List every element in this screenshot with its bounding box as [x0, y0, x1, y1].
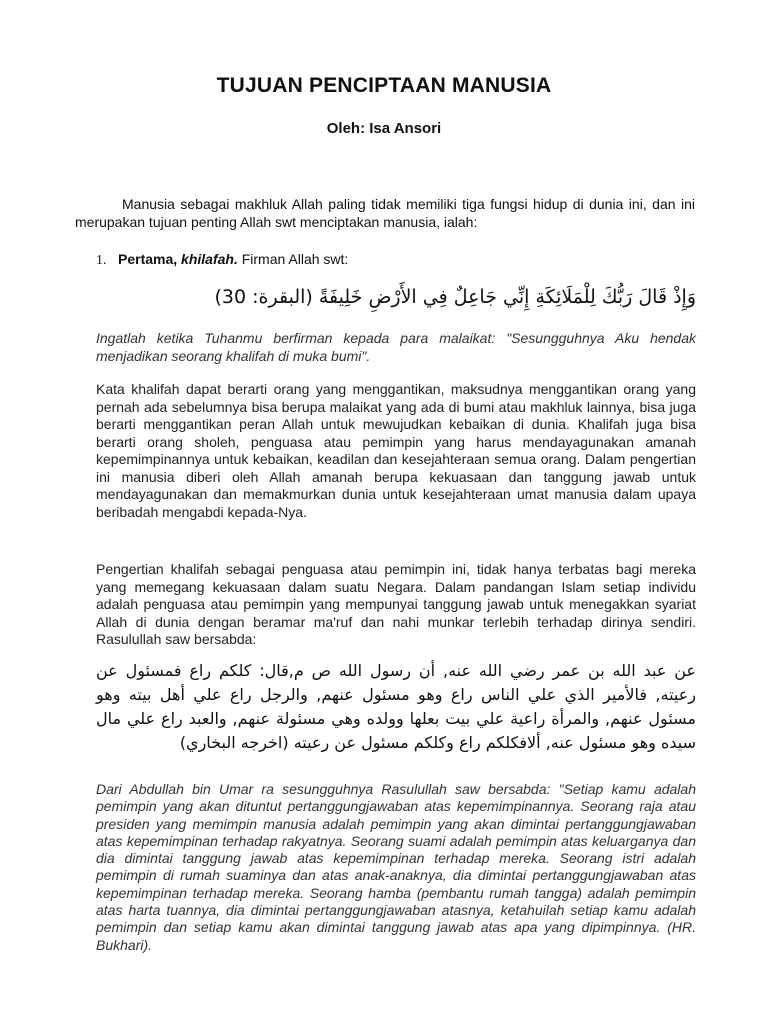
list-number: 1.: [96, 253, 107, 268]
point-label: Pertama,: [118, 251, 182, 267]
arabic-ayat: وَإِذْ قَالَ رَبُّكَ لِلْمَلَائِكَةِ إِنِّي جَاعِلٌ فِي الأَرْضِ خَلِيفَةً (البقرة: 30): [214, 286, 696, 308]
point-rest: Firman Allah swt:: [237, 251, 349, 267]
intro-paragraph: [75, 195, 695, 231]
document-title: TUJUAN PENCIPTAAN MANUSIA: [216, 74, 552, 97]
paragraph-khalifah: Kata khalifah dapat berarti orang yang menggantikan, maksudnya menggantikan orang yang pernah ada sebelumnya bisa berupa malaikat yang ada di bumi atau makhluk lainnya, bisa juga berarti menggantikan peran Allah untuk mewujudkan kebaikan di dunia. Khalifah juga bisa berarti orang sholeh, penguasa atau pemimpin yang harus mendayagunakan amanah kepemimpinannya untuk kebaikan, keadilan dan kesejahteraan semua orang. Dalam pengertian ini manusia diberi oleh Allah amanah berupa kekuasaan dan tanggung jawab untuk mendayagunakan dan memakmurkan dunia untuk kesejahteraan umat manusia dalam upaya beribadah mengabdi kepada-Nya.: [96, 381, 696, 520]
point-term: khilafah.: [181, 251, 238, 267]
paragraph-pemimpin: Pengertian khalifah sebagai penguasa atau pemimpin ini, tidak hanya terbatas bagi mereka yang memegang kekuasaan dalam suatu Negara. Dalam pandangan Islam setiap individu adalah penguasa atau pemimpin yang mempunyai tanggung jawab untuk menegakkan syariat Allah di dunia dengan beramar ma'ruf dan nahi munkar terlebih terhadap dirinya sendiri. Rasulullah saw bersabda:: [96, 561, 696, 647]
list-item-point-1: [96, 250, 696, 270]
document-author: Oleh: Isa Ansori: [326, 120, 442, 137]
ayat-translation: Ingatlah ketika Tuhanmu berfirman kepada para malaikat: "Sesungguhnya Aku hendak menjadikan seorang khalifah di muka bumi".: [96, 330, 696, 364]
intro-text: Manusia sebagai makhluk Allah paling tidak memiliki tiga fungsi hidup di dunia ini, dan ini merupakan tujuan penting Allah swt menciptakan manusia, ialah:: [75, 196, 695, 230]
arabic-hadith: عن عبد الله بن عمر رضي الله عنه, أن رسول الله ص م,قال: كلكم راع فمسئول عن رعيته, فالأمير الذي علي الناس راع وهو مسئول عنهم, والرجل راع علي أهل بيته وهو مسئول عنهم, والمرأة راعية علي بيت بعلها وولده وهي مسئولة عنهم, والعبد راع علي مال سيده وهو مسئول عنه, ألافكلكم راع وكلكم مسئول عن رعيته (اخرجه البخاري): [96, 661, 696, 752]
hadith-translation: Dari Abdullah bin Umar ra sesungguhnya Rasulullah saw bersabda: "Setiap kamu adalah pemimpin yang akan dituntut pertanggungjawaban atas kepemimpinannya. Seorang raja atau presiden yang memimpin manusia adalah pemimpin yang akan dimintai pertanggungjawaban atas kepemimpinan terhadap rakyatnya. Seorang suami adalah pemimpin atas keluarganya dan dia dimintai tanggung jawab atas kepemimpinan terhadap mereka. Seorang istri adalah pemimpin di rumah suaminya dan atas anak-anaknya, dia dimintai pertanggungjawaban atas kepemimpinan terhadap mereka. Seorang hamba (pembantu rumah tangga) adalah pemimpin atas harta tuannya, dia dimintai pertanggungjawaban atasnya, ketahuilah setiap kamu adalah pemimpin dan setiap kamu akan dimintai tanggung jawab atas apa yang dipimpinnya. (HR. Bukhari).: [96, 781, 696, 953]
